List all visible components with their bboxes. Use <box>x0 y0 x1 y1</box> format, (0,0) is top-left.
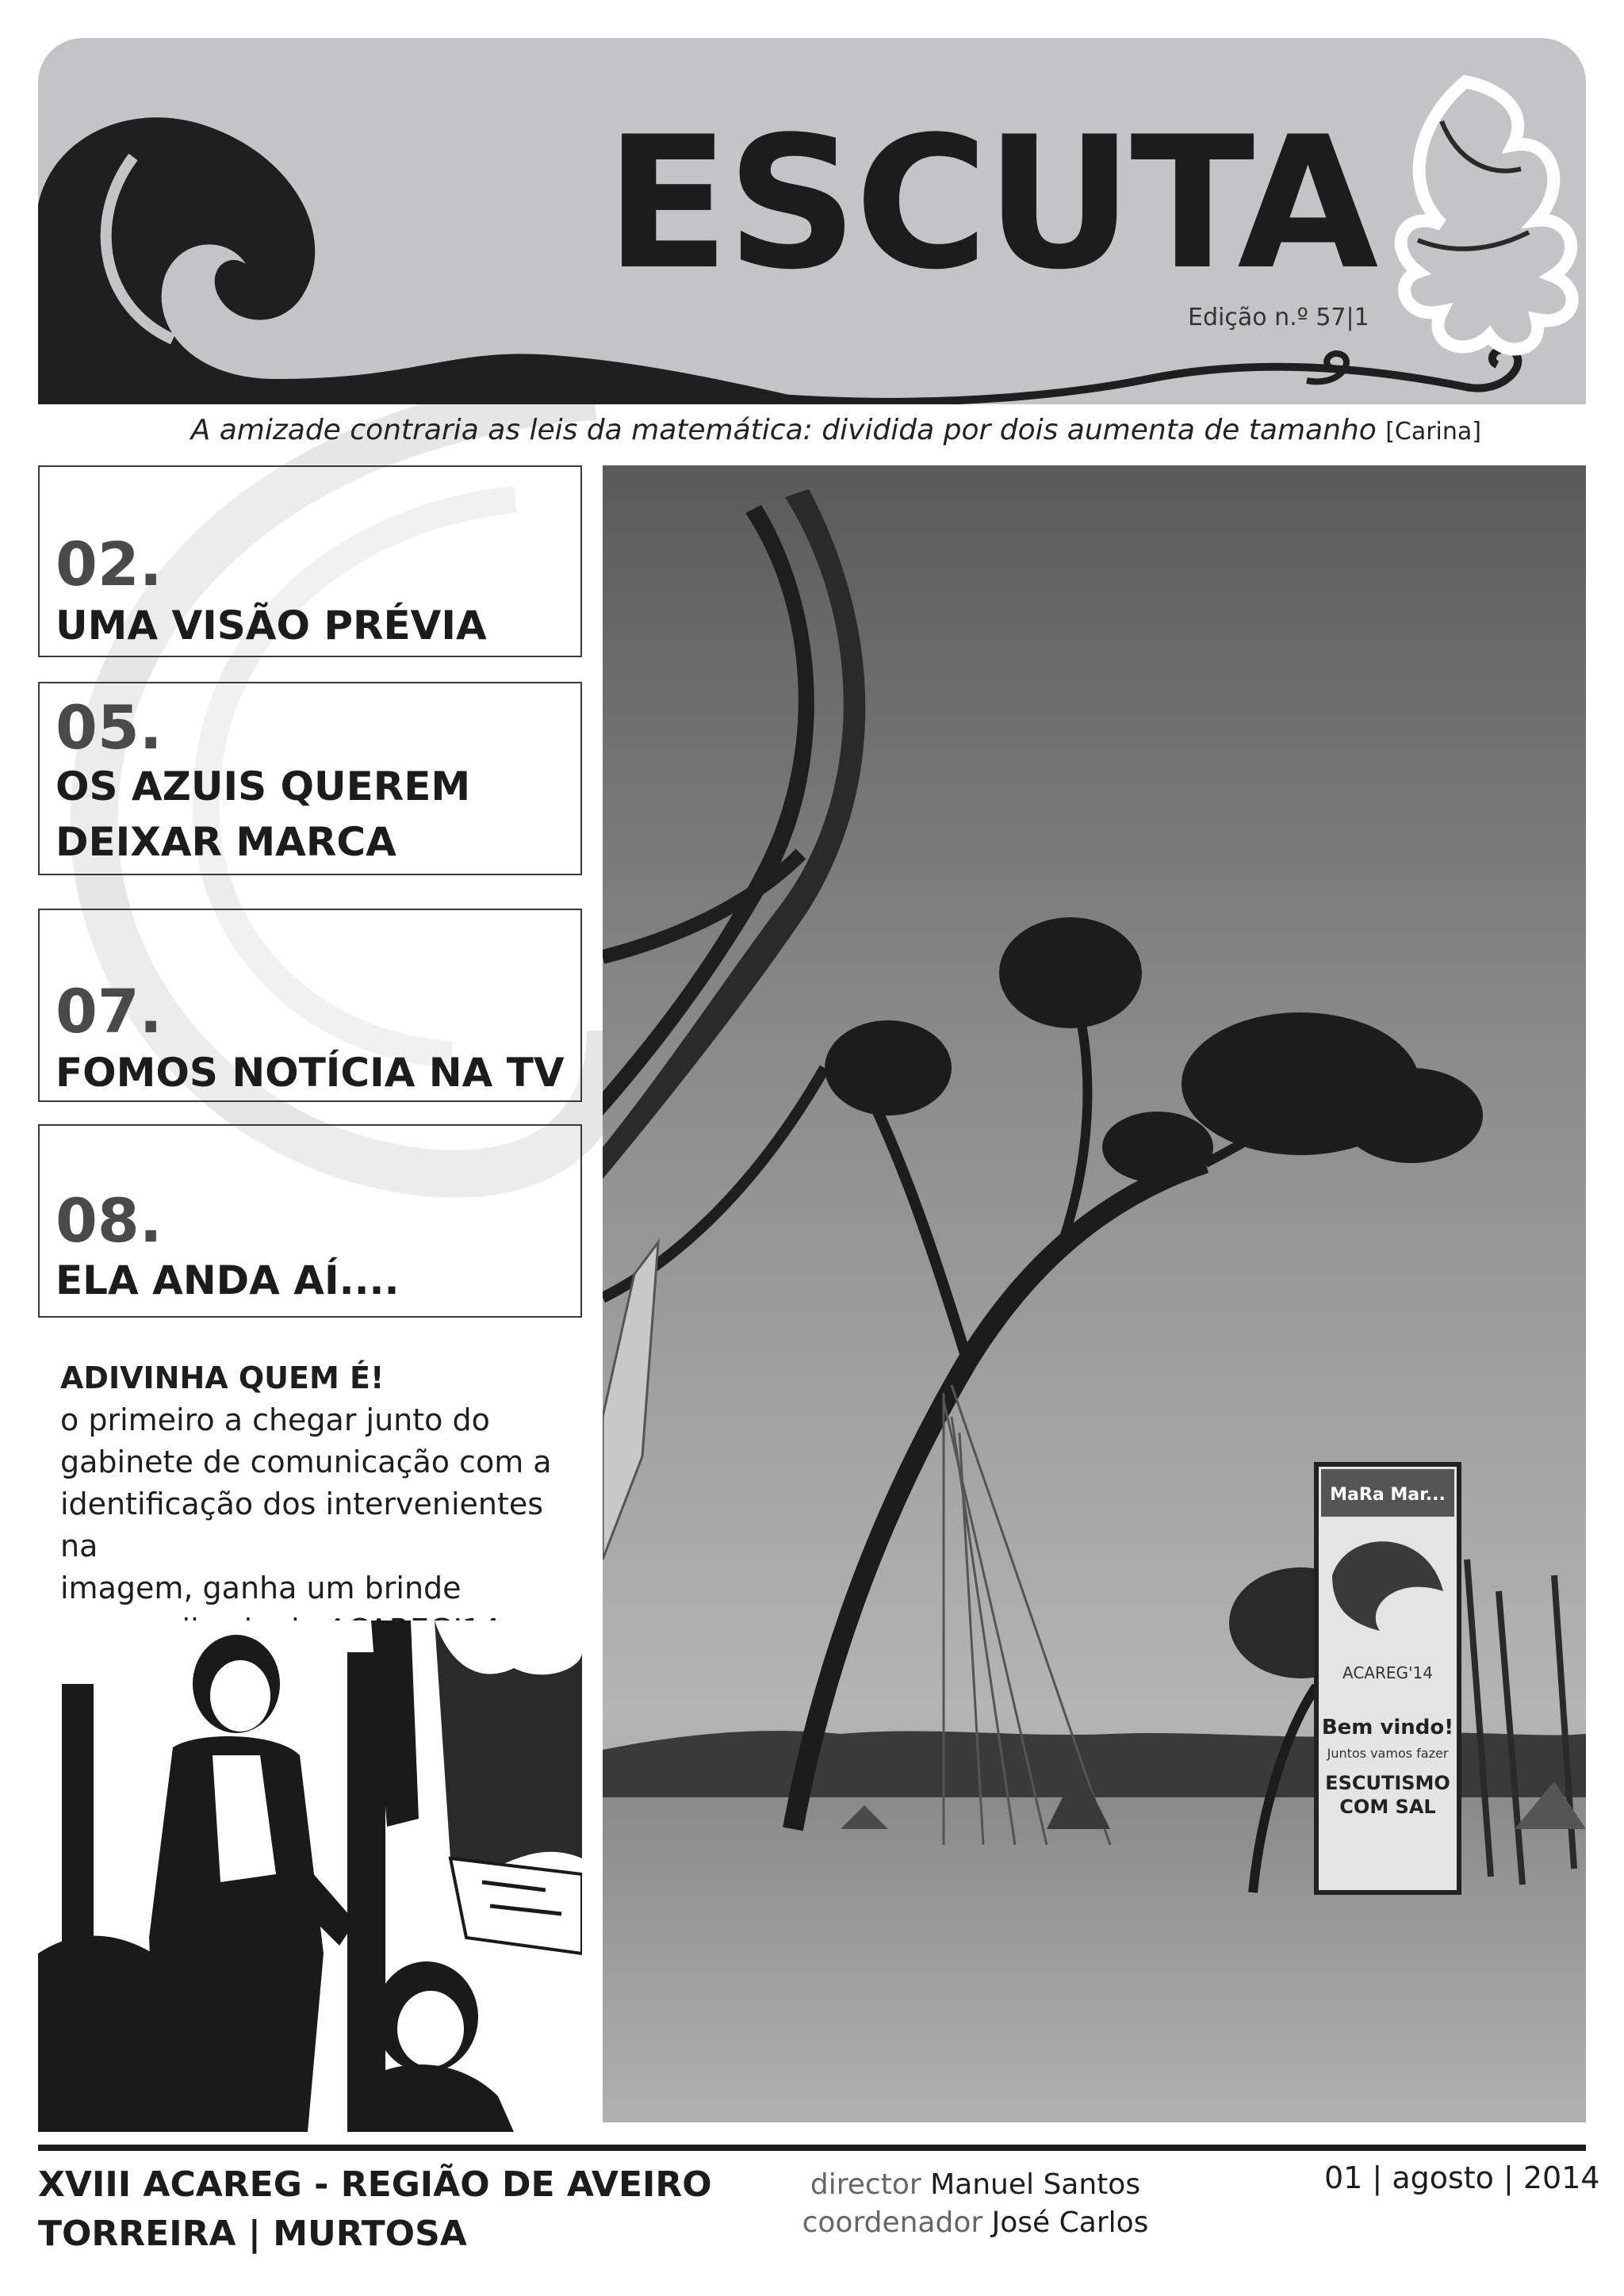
quiz-photo <box>38 1621 582 2132</box>
banner-text: MaRa Mar... <box>1330 1485 1446 1505</box>
toc-title-line: DEIXAR MARCA <box>56 819 396 865</box>
toc-title-line: OS AZUIS QUEREM <box>56 763 471 809</box>
toc-title: FOMOS NOTÍCIA NA TV <box>56 1050 565 1096</box>
acareg-banner <box>1316 1464 1459 1892</box>
event-line: XVIII ACAREG - REGIÃO DE AVEIRO <box>38 2164 712 2205</box>
toc-page-number: 05. <box>56 692 163 763</box>
toc-page-number: 08. <box>56 1185 163 1256</box>
toc-item[interactable] <box>38 465 582 657</box>
banner-text: Juntos vamos fazer <box>1327 1746 1449 1761</box>
toc-item[interactable] <box>38 682 582 875</box>
banner-text: COM SAL <box>1339 1796 1436 1818</box>
edition-number: Edição n.º 57|1 <box>1188 304 1369 331</box>
toc-title: ELA ANDA AÍ.... <box>56 1257 400 1303</box>
quote-text: A amizade contraria as leis da matemática: dividida por dois aumenta de tamanho <box>190 414 1377 446</box>
footer-event <box>38 2160 712 2259</box>
quiz-text-line: gabinete de comunicação com a <box>60 1445 552 1479</box>
quiz-text-line: identificação dos intervenientes na <box>60 1487 544 1563</box>
toc-item[interactable] <box>38 909 582 1102</box>
quote-line <box>38 414 1481 446</box>
footer-credits <box>777 2166 1174 2242</box>
banner-text: Bem vindo! <box>1321 1716 1454 1739</box>
footer-rule <box>38 2145 1586 2151</box>
quiz-box <box>60 1357 584 1651</box>
sun-flame-logo <box>1370 74 1586 375</box>
issue-date: 01 | agosto | 2014 <box>1324 2160 1600 2195</box>
quiz-text-line: o primeiro a chegar junto do <box>60 1402 490 1437</box>
masthead-banner <box>38 38 1586 404</box>
quote-author: [Carina] <box>1385 418 1481 446</box>
toc-page-number: 02. <box>56 529 163 599</box>
director-name: Manuel Santos <box>930 2168 1141 2201</box>
quiz-text-line: imagem, ganha um brinde <box>60 1571 462 1605</box>
newspaper-title: ESCUTA <box>605 98 1376 310</box>
quiz-heading: ADIVINHA QUEM É! <box>60 1360 385 1395</box>
toc-item[interactable] <box>38 1124 582 1318</box>
director-role: director <box>810 2168 921 2201</box>
event-line: TORREIRA | MURTOSA <box>38 2214 467 2254</box>
coordinator-role: coordenador <box>802 2206 983 2239</box>
main-photo <box>603 465 1586 2122</box>
toc-title: UMA VISÃO PRÉVIA <box>56 603 487 649</box>
banner-text: ACAREG'14 <box>1342 1663 1433 1682</box>
coordinator-name: José Carlos <box>991 2206 1149 2239</box>
toc-page-number: 07. <box>56 976 163 1047</box>
banner-text: ESCUTISMO <box>1325 1772 1450 1794</box>
